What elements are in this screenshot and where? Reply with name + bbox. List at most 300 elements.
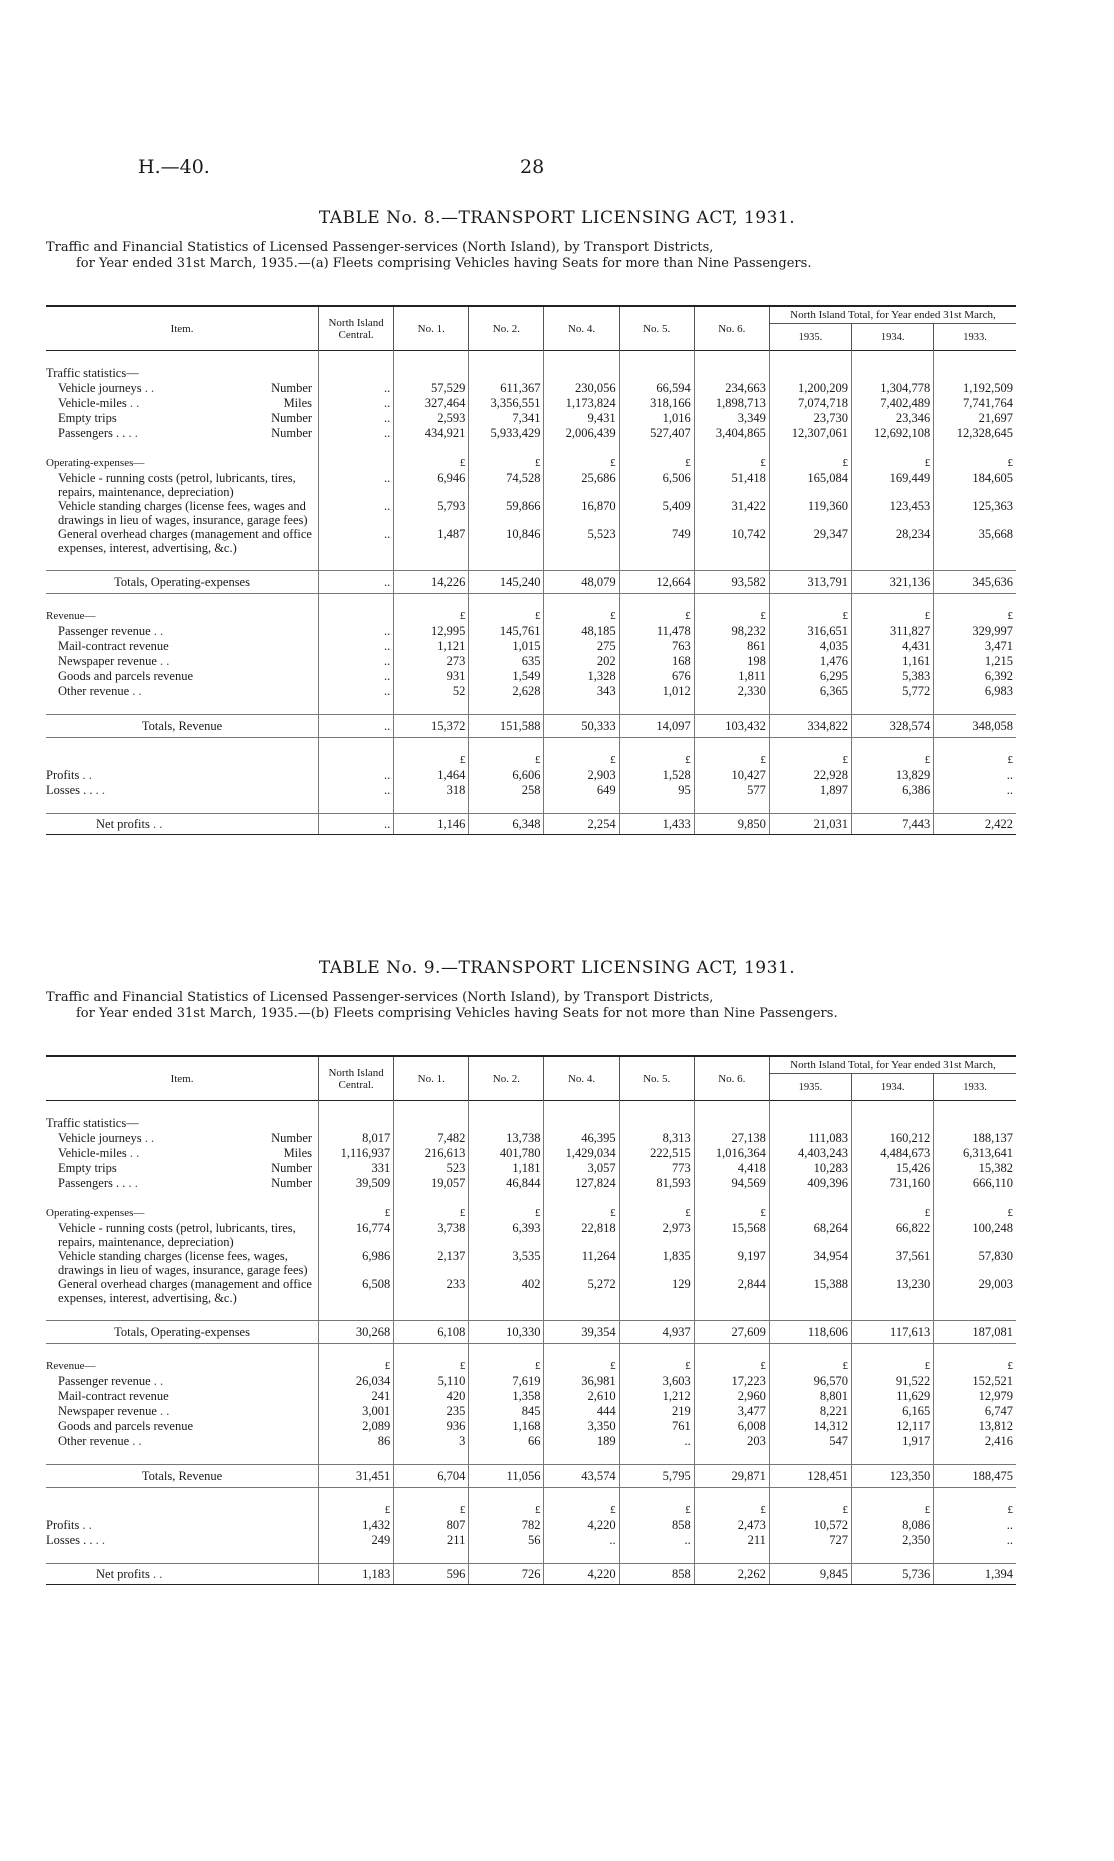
table9-row-other-revenue	[46, 1434, 1016, 1449]
table8-cell-running: 74,528	[469, 471, 544, 499]
table8-row-empty	[46, 411, 1016, 426]
table8-cell-running: 25,686	[544, 471, 619, 499]
table8-cell-spacer-6	[934, 738, 1016, 754]
table9-cell-spacer-7	[852, 1548, 934, 1564]
table9-col-no2: No. 2.	[469, 1056, 544, 1101]
table9-cell-net-profits: 858	[619, 1564, 694, 1585]
table8-cell-journeys: 230,056	[544, 381, 619, 396]
table8-cell-totals-revenue: 50,333	[544, 715, 619, 738]
table9-cell-operating: £	[469, 1206, 544, 1221]
table9-cell-net-profits: 1,394	[934, 1564, 1016, 1585]
table8-cell-running: 51,418	[694, 471, 769, 499]
table9-cell-spacer-5	[769, 1449, 851, 1465]
table9-cell-spacer-6	[319, 1488, 394, 1504]
table8-cell-totals-revenue: 15,372	[394, 715, 469, 738]
table9-cell-newspaper-revenue: 6,165	[852, 1404, 934, 1419]
table9-cell-miles: 4,403,243	[769, 1146, 851, 1161]
table9-cell-running: 66,822	[852, 1221, 934, 1249]
table8-col-no5: No. 5.	[619, 306, 694, 351]
table9-cell-passengers: 731,160	[852, 1176, 934, 1191]
table9	[46, 1055, 1016, 1585]
table8-cell-net-profits: 1,146	[394, 814, 469, 835]
table9-cell-passengers: 81,593	[619, 1176, 694, 1191]
table9-cell-totals-operating: 10,330	[469, 1321, 544, 1344]
table8-cell-miles: 327,464	[394, 396, 469, 411]
table8-cell-spacer-6	[769, 738, 851, 754]
table8-cell-spacer-7	[394, 798, 469, 814]
table9-label-profits	[46, 1518, 319, 1533]
table8-cell-spacer-1	[469, 351, 544, 367]
table8-cell-standing: ..	[319, 499, 394, 527]
table9-cell-running: 6,393	[469, 1221, 544, 1249]
table9-cell-totals-operating: 117,613	[852, 1321, 934, 1344]
table9-cell-operating	[769, 1206, 851, 1221]
table9-col-y1933: 1933.	[934, 1074, 1016, 1101]
table9-cell-spacer-6	[469, 1488, 544, 1504]
table8-cell-spacer-5	[319, 699, 394, 715]
table9-cell-standing: 3,535	[469, 1249, 544, 1277]
table9-label-spacer-3	[46, 1305, 319, 1321]
table8-cell-spacer-2	[469, 441, 544, 456]
table9-label-totals-revenue	[46, 1465, 319, 1488]
table9-cell-mail-revenue: 241	[319, 1389, 394, 1404]
table9-label-passengers	[46, 1176, 319, 1191]
table9-cell-mail-revenue: 1,358	[469, 1389, 544, 1404]
table8-row-running	[46, 471, 1016, 499]
table8-cell-pl-pound: £	[852, 753, 934, 768]
table9-cell-revenue: £	[769, 1359, 851, 1374]
table9-cell-spacer-2	[934, 1191, 1016, 1206]
table8-cell-traffic	[544, 366, 619, 381]
table8-cell-mail-revenue: 1,015	[469, 639, 544, 654]
table8-row-totals-operating	[46, 571, 1016, 594]
table9-cell-miles: 216,613	[394, 1146, 469, 1161]
table8-cell-operating: £	[469, 456, 544, 471]
table9-label-mail-revenue	[46, 1389, 319, 1404]
table9-subtitle-line1: Traffic and Financial Statistics of Licensed Passenger-services (North Island), by Transport Districts,	[46, 990, 714, 1005]
table8-cell-net-profits: 21,031	[769, 814, 851, 835]
table9-cell-standing: 34,954	[769, 1249, 851, 1277]
table8-cell-spacer-3	[934, 555, 1016, 571]
table9-label-spacer-6	[46, 1488, 319, 1504]
table9-cell-pl-pound: £	[319, 1503, 394, 1518]
table8-cell-miles: 3,356,551	[469, 396, 544, 411]
table9-cell-traffic	[319, 1116, 394, 1131]
table9-row-profits	[46, 1518, 1016, 1533]
table9-cell-passenger-revenue: 3,603	[619, 1374, 694, 1389]
table9-unit-empty: Number	[271, 1161, 313, 1175]
table8-cell-traffic	[619, 366, 694, 381]
table8-cell-revenue: £	[469, 609, 544, 624]
table8-label-pl-pound	[46, 753, 319, 768]
table9-cell-net-profits: 726	[469, 1564, 544, 1585]
table8-cell-standing: 5,793	[394, 499, 469, 527]
table9-row-miles	[46, 1146, 1016, 1161]
table8-label-traffic	[46, 366, 319, 381]
table8-cell-newspaper-revenue: ..	[319, 654, 394, 669]
table8-label-passengers	[46, 426, 319, 441]
table9-subtitle	[46, 990, 1016, 1022]
table8-leader-dots: . .	[144, 381, 155, 395]
table8-cell-totals-operating: 345,636	[934, 571, 1016, 594]
table8-cell-overhead: 10,742	[694, 527, 769, 555]
table8-label-standing	[46, 499, 319, 527]
table9-cell-spacer-3	[319, 1305, 394, 1321]
table8-label-text-passengers: Passengers . .	[58, 426, 126, 440]
table8-cell-passenger-revenue: 98,232	[694, 624, 769, 639]
table9-cell-passenger-revenue: 17,223	[694, 1374, 769, 1389]
table8-cell-spacer-7	[694, 798, 769, 814]
table9-cell-overhead: 129	[619, 1277, 694, 1305]
table9-cell-empty: 331	[319, 1161, 394, 1176]
table9-cell-running: 68,264	[769, 1221, 851, 1249]
table9-cell-traffic	[852, 1116, 934, 1131]
table9-cell-newspaper-revenue: 845	[469, 1404, 544, 1419]
table9-cell-newspaper-revenue: 3,001	[319, 1404, 394, 1419]
table8-cell-spacer-5	[544, 699, 619, 715]
table9-col-no6: No. 6.	[694, 1056, 769, 1101]
table9-cell-other-revenue: 3	[394, 1434, 469, 1449]
table9-label-text-mail-revenue: Mail-contract revenue	[58, 1389, 169, 1403]
table9-cell-passenger-revenue: 26,034	[319, 1374, 394, 1389]
table9-cell-pl-pound: £	[469, 1503, 544, 1518]
table9-cell-spacer-2	[544, 1191, 619, 1206]
table9-cell-spacer-2	[769, 1191, 851, 1206]
table9-cell-totals-revenue: 11,056	[469, 1465, 544, 1488]
table8-cell-running: 169,449	[852, 471, 934, 499]
table8-label-other-revenue	[46, 684, 319, 699]
table9-cell-newspaper-revenue: 235	[394, 1404, 469, 1419]
table8-cell-spacer-7	[934, 798, 1016, 814]
table8-row-spacer-4	[46, 594, 1016, 610]
table9-cell-spacer-3	[619, 1305, 694, 1321]
table9-cell-spacer-5	[544, 1449, 619, 1465]
table8-cell-other-revenue: 5,772	[852, 684, 934, 699]
table8-row-revenue	[46, 609, 1016, 624]
table8-cell-net-profits: 6,348	[469, 814, 544, 835]
table8-row-goods-revenue	[46, 669, 1016, 684]
page-number: 28	[520, 156, 545, 178]
table9-cell-spacer-7	[544, 1548, 619, 1564]
table8-cell-operating: £	[694, 456, 769, 471]
table8-row-other-revenue	[46, 684, 1016, 699]
table8-cell-totals-operating: 321,136	[852, 571, 934, 594]
table8-cell-empty: 1,016	[619, 411, 694, 426]
table9-label-running	[46, 1221, 319, 1249]
table9-cell-other-revenue: 66	[469, 1434, 544, 1449]
table9-cell-journeys: 27,138	[694, 1131, 769, 1146]
table8-label-running	[46, 471, 319, 499]
table8-cell-profits: ..	[934, 768, 1016, 783]
table8-cell-spacer-2	[852, 441, 934, 456]
table9-label-spacer-4	[46, 1344, 319, 1360]
table8-cell-totals-revenue: 151,588	[469, 715, 544, 738]
table9-cell-standing: 2,137	[394, 1249, 469, 1277]
table9-cell-spacer-4	[934, 1344, 1016, 1360]
table8-label-text-goods-revenue: Goods and parcels revenue	[58, 669, 194, 683]
table8-cell-spacer-4	[619, 594, 694, 610]
table9-cell-pl-pound: £	[852, 1503, 934, 1518]
table8-cell-net-profits: 2,422	[934, 814, 1016, 835]
table8-cell-miles: 318,166	[619, 396, 694, 411]
table9-cell-spacer-7	[394, 1548, 469, 1564]
table9-cell-spacer-7	[469, 1548, 544, 1564]
table8-cell-miles: 7,074,718	[769, 396, 851, 411]
table8-cell-profits: 6,606	[469, 768, 544, 783]
table9-cell-totals-revenue: 6,704	[394, 1465, 469, 1488]
table9-cell-traffic	[769, 1116, 851, 1131]
table9-cell-journeys: 8,017	[319, 1131, 394, 1146]
table9-cell-spacer-5	[852, 1449, 934, 1465]
table8-cell-passenger-revenue: 12,995	[394, 624, 469, 639]
table9-cell-spacer-4	[852, 1344, 934, 1360]
table8-row-spacer-6	[46, 738, 1016, 754]
table9-cell-pl-pound: £	[544, 1503, 619, 1518]
table9-row-operating	[46, 1206, 1016, 1221]
table9-cell-net-profits: 596	[394, 1564, 469, 1585]
table8-row-totals-revenue	[46, 715, 1016, 738]
table8-label-spacer-5	[46, 699, 319, 715]
table8-cell-operating	[319, 456, 394, 471]
table9-cell-pl-pound: £	[934, 1503, 1016, 1518]
table8-cell-miles: 7,741,764	[934, 396, 1016, 411]
table8-cell-spacer-6	[469, 738, 544, 754]
table9-cell-spacer-4	[619, 1344, 694, 1360]
table9-col-no4: No. 4.	[544, 1056, 619, 1101]
table8-cell-losses: ..	[319, 783, 394, 798]
table9-cell-totals-operating: 39,354	[544, 1321, 619, 1344]
table8-cell-revenue: £	[769, 609, 851, 624]
table8-cell-traffic	[934, 366, 1016, 381]
table8-cell-passengers: 5,933,429	[469, 426, 544, 441]
table8-cell-losses: ..	[934, 783, 1016, 798]
table9-row-net-profits	[46, 1564, 1016, 1585]
table9-cell-net-profits: 1,183	[319, 1564, 394, 1585]
table8-cell-goods-revenue: 931	[394, 669, 469, 684]
table9-cell-spacer-6	[934, 1488, 1016, 1504]
table9-cell-newspaper-revenue: 219	[619, 1404, 694, 1419]
table8-cell-spacer-3	[769, 555, 851, 571]
table9-row-revenue	[46, 1359, 1016, 1374]
table9-cell-traffic	[934, 1116, 1016, 1131]
table8-label-spacer-1	[46, 351, 319, 367]
table8-label-totals-operating	[46, 571, 319, 594]
table8-cell-empty: 23,730	[769, 411, 851, 426]
table8-cell-spacer-2	[619, 441, 694, 456]
table8-cell-net-profits: 9,850	[694, 814, 769, 835]
table8-row-spacer-5	[46, 699, 1016, 715]
table9-cell-running: 3,738	[394, 1221, 469, 1249]
table9-cell-spacer-1	[469, 1101, 544, 1117]
table8-subtitle-line1: Traffic and Financial Statistics of Licensed Passenger-services (North Island), by Transport Districts,	[46, 240, 714, 255]
table8-cell-mail-revenue: 763	[619, 639, 694, 654]
table9-unit-passengers: Number	[271, 1176, 313, 1190]
table8-cell-passenger-revenue: 311,827	[852, 624, 934, 639]
table8-cell-totals-operating: 145,240	[469, 571, 544, 594]
table9-cell-spacer-4	[544, 1344, 619, 1360]
table8-cell-journeys: 1,192,509	[934, 381, 1016, 396]
table9-leader-dots: . .	[152, 1566, 163, 1581]
table9-cell-totals-operating: 187,081	[934, 1321, 1016, 1344]
table9-cell-totals-revenue: 128,451	[769, 1465, 851, 1488]
table9-cell-spacer-4	[469, 1344, 544, 1360]
table8-cell-profits: 13,829	[852, 768, 934, 783]
table8-cell-passengers: 3,404,865	[694, 426, 769, 441]
table8-cell-spacer-1	[394, 351, 469, 367]
table8-label-spacer-2	[46, 441, 319, 456]
table8-label-text-operating: Operating-expenses—	[46, 457, 145, 469]
table9-leader-dots: . .	[128, 1176, 138, 1190]
table8-cell-losses: 1,897	[769, 783, 851, 798]
table9-label-text-overhead: General overhead charges (management and office expenses, interest, advertising, &c.)	[58, 1277, 312, 1305]
table8-cell-totals-operating: 14,226	[394, 571, 469, 594]
table8-cell-goods-revenue: 1,811	[694, 669, 769, 684]
table9-leader-dots: . .	[95, 1533, 106, 1547]
table8-cell-profits: 1,528	[619, 768, 694, 783]
table9-row-journeys	[46, 1131, 1016, 1146]
table9-cell-running: 100,248	[934, 1221, 1016, 1249]
table9-row-passengers	[46, 1176, 1016, 1191]
table9-cell-losses: ..	[934, 1533, 1016, 1548]
table8-cell-spacer-6	[544, 738, 619, 754]
table9-label-text-totals-revenue: Totals, Revenue	[141, 1468, 223, 1483]
table8-cell-newspaper-revenue: 1,161	[852, 654, 934, 669]
table8-cell-revenue: £	[619, 609, 694, 624]
table9-cell-goods-revenue: 1,168	[469, 1419, 544, 1434]
table9-label-text-totals-operating: Totals, Operating-expenses	[114, 1324, 250, 1339]
table8-cell-empty: ..	[319, 411, 394, 426]
table8-row-operating	[46, 456, 1016, 471]
table8-cell-spacer-4	[544, 594, 619, 610]
table8-cell-spacer-3	[619, 555, 694, 571]
table9-row-newspaper-revenue	[46, 1404, 1016, 1419]
table9-cell-profits: 2,473	[694, 1518, 769, 1533]
table8-col-y1935: 1935.	[769, 324, 851, 351]
table8-cell-totals-revenue: 14,097	[619, 715, 694, 738]
table9-cell-goods-revenue: 14,312	[769, 1419, 851, 1434]
table9-label-text-passengers: Passengers . .	[58, 1176, 126, 1190]
table9-row-totals-operating	[46, 1321, 1016, 1344]
table9-cell-revenue: £	[852, 1359, 934, 1374]
table9-row-spacer-3	[46, 1305, 1016, 1321]
table9-cell-spacer-7	[619, 1548, 694, 1564]
table8-cell-totals-operating: 48,079	[544, 571, 619, 594]
table8-cell-overhead: 749	[619, 527, 694, 555]
table9-label-text-other-revenue: Other revenue	[58, 1434, 130, 1448]
table9-label-newspaper-revenue	[46, 1404, 319, 1419]
table9-cell-mail-revenue: 2,610	[544, 1389, 619, 1404]
table8-label-mail-revenue	[46, 639, 319, 654]
table9-cell-totals-operating: 27,609	[694, 1321, 769, 1344]
table8-cell-spacer-2	[544, 441, 619, 456]
table8-cell-overhead: 5,523	[544, 527, 619, 555]
table9-cell-spacer-4	[319, 1344, 394, 1360]
table8-cell-goods-revenue: 6,392	[934, 669, 1016, 684]
table8-cell-spacer-5	[394, 699, 469, 715]
table8-cell-empty: 3,349	[694, 411, 769, 426]
table8-col-total-group: North Island Total, for Year ended 31st March,	[769, 306, 1016, 324]
table9-cell-passengers: 39,509	[319, 1176, 394, 1191]
table8-cell-newspaper-revenue: 273	[394, 654, 469, 669]
table8-row-passengers	[46, 426, 1016, 441]
table8-leader-dots: . .	[129, 396, 140, 410]
table9-cell-spacer-1	[394, 1101, 469, 1117]
table8-header-row	[46, 306, 1016, 324]
table8-cell-standing: 125,363	[934, 499, 1016, 527]
table9-cell-profits: ..	[934, 1518, 1016, 1533]
table9-cell-spacer-3	[934, 1305, 1016, 1321]
table8-label-passenger-revenue	[46, 624, 319, 639]
table8-label-text-totals-revenue: Totals, Revenue	[141, 718, 223, 733]
table9-unit-journeys: Number	[271, 1131, 313, 1145]
table8-cell-overhead: 10,846	[469, 527, 544, 555]
table9-cell-spacer-1	[319, 1101, 394, 1117]
table8-cell-spacer-2	[694, 441, 769, 456]
table8-label-text-standing: Vehicle standing charges (license fees, wages and drawings in lieu of wages, insurance, garage fees)	[58, 499, 308, 527]
page-reference: H.—40.	[138, 156, 210, 178]
table8-cell-standing: 119,360	[769, 499, 851, 527]
table9-cell-journeys: 8,313	[619, 1131, 694, 1146]
table8-cell-other-revenue: 6,983	[934, 684, 1016, 699]
table8-cell-overhead: 1,487	[394, 527, 469, 555]
table8-label-totals-revenue	[46, 715, 319, 738]
table9-row-passenger-revenue	[46, 1374, 1016, 1389]
table8-cell-traffic	[319, 366, 394, 381]
table8-row-passenger-revenue	[46, 624, 1016, 639]
table8-row-overhead	[46, 527, 1016, 555]
table9-cell-overhead: 2,844	[694, 1277, 769, 1305]
table9-cell-losses: 56	[469, 1533, 544, 1548]
table9-col-no1: No. 1.	[394, 1056, 469, 1101]
table9-cell-mail-revenue: 12,979	[934, 1389, 1016, 1404]
table9-cell-spacer-5	[934, 1449, 1016, 1465]
table9-col-y1934: 1934.	[852, 1074, 934, 1101]
table8-leader-dots: . .	[153, 624, 164, 638]
table9-cell-spacer-2	[394, 1191, 469, 1206]
table9-leader-dots: . .	[82, 1518, 92, 1532]
table8-cell-mail-revenue: ..	[319, 639, 394, 654]
table9-cell-running: 22,818	[544, 1221, 619, 1249]
table9-cell-standing: 57,830	[934, 1249, 1016, 1277]
table9-cell-losses: 727	[769, 1533, 851, 1548]
table8-cell-spacer-1	[694, 351, 769, 367]
table8-cell-spacer-1	[544, 351, 619, 367]
table9-cell-other-revenue: 189	[544, 1434, 619, 1449]
table8-cell-other-revenue: 343	[544, 684, 619, 699]
table9-cell-goods-revenue: 3,350	[544, 1419, 619, 1434]
table9-cell-spacer-2	[694, 1191, 769, 1206]
table8-cell-spacer-2	[319, 441, 394, 456]
table8-cell-losses: 258	[469, 783, 544, 798]
table9-cell-spacer-5	[319, 1449, 394, 1465]
table8-cell-losses: 649	[544, 783, 619, 798]
table8-label-text-profits: Profits	[46, 768, 80, 782]
table8-cell-goods-revenue: 676	[619, 669, 694, 684]
table9-cell-miles: 6,313,641	[934, 1146, 1016, 1161]
table9-cell-miles: 1,116,937	[319, 1146, 394, 1161]
table8-row-profits	[46, 768, 1016, 783]
table8-cell-passengers: 2,006,439	[544, 426, 619, 441]
table8-col-y1933: 1933.	[934, 324, 1016, 351]
table8-label-miles	[46, 396, 319, 411]
page-header	[0, 152, 1114, 182]
table9-cell-empty: 3,057	[544, 1161, 619, 1176]
table9-cell-mail-revenue: 8,801	[769, 1389, 851, 1404]
table8-cell-spacer-3	[852, 555, 934, 571]
table8-cell-net-profits: 2,254	[544, 814, 619, 835]
table9-col-item: Item.	[46, 1056, 319, 1101]
table8-cell-operating: £	[852, 456, 934, 471]
